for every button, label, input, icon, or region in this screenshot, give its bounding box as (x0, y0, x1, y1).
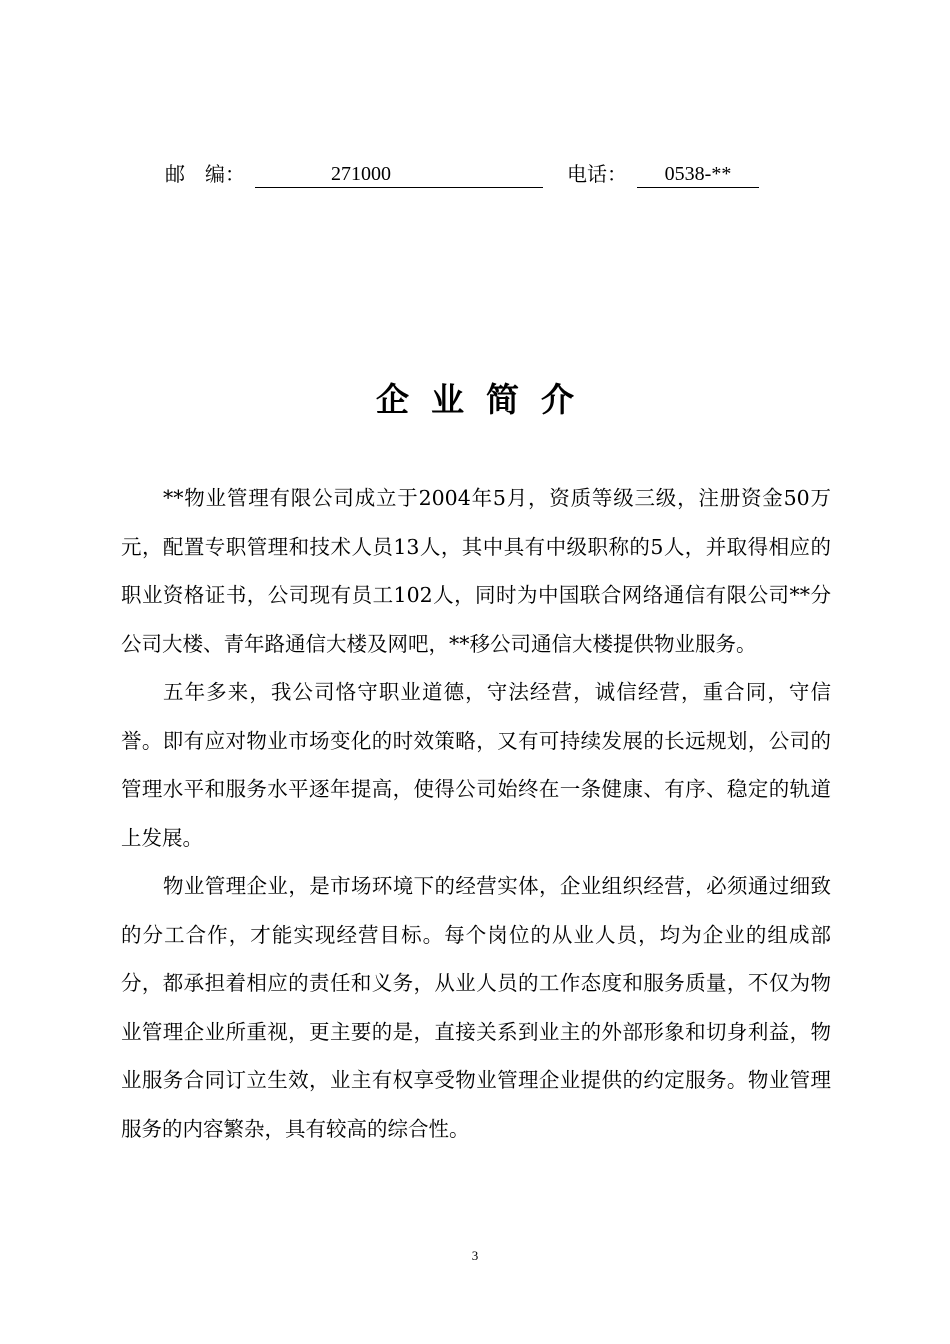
paragraph-3: 物业管理企业，是市场环境下的经营实体，企业组织经营，必须通过细致的分工合作，才能实现经营目标。每个岗位的从业人员，均为企业的组成部分，都承担着相应的责任和义务，从业人员的工作态度和服务质量，不仅为物业管理企业所重视，更主要的是，直接关系到业主的外部形象和切身利益，物业服务合同订立生效，业主有权享受物业管理企业提供的约定服务。物业管理服务的内容繁杂，具有较高的综合性。 (121, 874, 831, 1141)
page-number: 3 (471, 1248, 479, 1263)
paragraph-2: 五年多来，我公司恪守职业道德，守法经营，诚信经营，重合同，守信誉。即有应对物业市场变化的时效策略，又有可持续发展的长远规划，公司的管理水平和服务水平逐年提高，使得公司始终在一条健康、有序、稳定的轨道上发展。 (121, 680, 831, 850)
paragraph-1: **物业管理有限公司成立于2004年5月，资质等级三级，注册资金50万元，配置专职管理和技术人员13人，其中具有中级职称的5人，并取得相应的职业资格证书，公司现有员工102人，同时为中国联合网络通信有限公司**分公司大楼、青年路通信大楼及网吧，**移公司通信大楼提供物业服务。 (121, 486, 831, 656)
contact-line (165, 160, 759, 188)
body-text (121, 474, 831, 1153)
postal-code-label: 邮 编： (165, 162, 245, 186)
phone-value: 0538-** (637, 161, 759, 188)
postal-code-value: 271000 (331, 163, 391, 185)
postal-code-field (255, 161, 543, 188)
phone-label: 电话： (567, 162, 627, 186)
section-title: 企业简介 (376, 380, 596, 419)
